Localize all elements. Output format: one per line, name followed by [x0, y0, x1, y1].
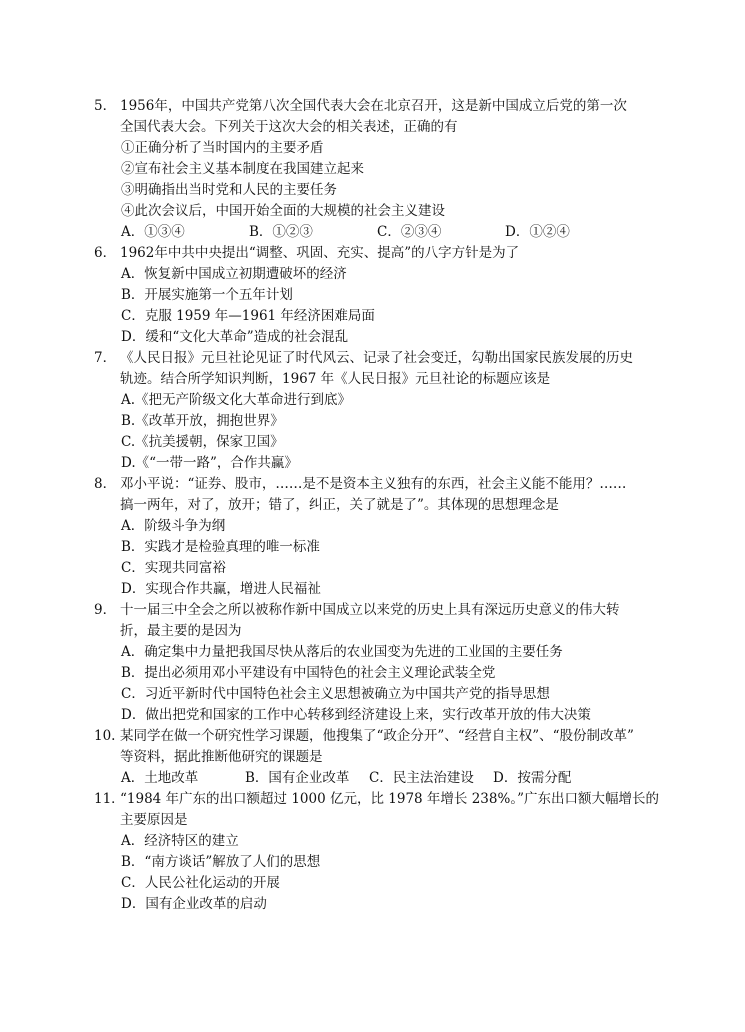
- options-row: [120, 768, 674, 789]
- option-c[interactable]: C．人民公社化运动的开展: [121, 875, 280, 891]
- options-row: [120, 222, 674, 243]
- question-5: [94, 96, 674, 243]
- question-10: [94, 726, 674, 789]
- question-stem: 全国代表大会。下列关于这次大会的相关表述，正确的有: [120, 119, 458, 135]
- question-stem: “1984 年广东的出口额超过 1000 亿元，比 1978 年增长 238%。”广东出口额大幅增长的: [120, 791, 659, 807]
- question-9: [94, 600, 674, 726]
- option-d[interactable]: D．做出把党和国家的工作中心转移到经济建设上来，实行改革开放的伟大决策: [121, 707, 591, 723]
- question-stem: 某同学在做一个研究性学习课题，他搜集了“政企分开”、“经营自主权”、“股份制改革”: [120, 728, 634, 744]
- question-stem: 主要原因是: [120, 812, 188, 828]
- question-number: 6．: [94, 245, 117, 261]
- option-b[interactable]: B．国有企业改革: [245, 770, 350, 786]
- statement-3: ③明确指出当时党和人民的主要任务: [121, 182, 337, 198]
- option-c[interactable]: C．实现共同富裕: [121, 560, 226, 576]
- question-stem: 1956年，中国共产党第八次全国代表大会在北京召开，这是新中国成立后党的第一次: [120, 98, 627, 114]
- option-c[interactable]: C．克服 1959 年—1961 年经济困难局面: [121, 308, 375, 324]
- option-d[interactable]: D．缓和“文化大革命”造成的社会混乱: [121, 329, 349, 345]
- question-number: 7．: [94, 350, 117, 366]
- option-c[interactable]: C.《抗美援朝，保家卫国》: [121, 434, 284, 450]
- option-c[interactable]: C．②③④: [377, 224, 442, 240]
- option-c[interactable]: C．习近平新时代中国特色社会主义思想被确立为中国共产党的指导思想: [121, 686, 550, 702]
- question-list: [94, 96, 674, 915]
- option-b[interactable]: B．实践才是检验真理的唯一标准: [121, 539, 320, 555]
- question-stem: 1962年中共中央提出“调整、巩固、充实、提高”的八字方针是为了: [120, 245, 520, 261]
- option-c[interactable]: C．民主法治建设: [369, 770, 474, 786]
- question-number: 9．: [94, 602, 117, 618]
- question-stem: 十一届三中全会之所以被称作新中国成立以来党的历史上具有深远历史意义的伟大转: [120, 602, 620, 618]
- question-6: [94, 243, 674, 348]
- question-stem: 轨迹。结合所学知识判断，1967 年《人民日报》元旦社论的标题应该是: [120, 371, 551, 387]
- option-d[interactable]: D．按需分配: [493, 770, 572, 786]
- question-11: [94, 789, 674, 915]
- question-stem: 《人民日报》元旦社论见证了时代风云、记录了社会变迁，勾勒出国家民族发展的历史: [120, 350, 633, 366]
- option-a[interactable]: A．确定集中力量把我国尽快从落后的农业国变为先进的工业国的主要任务: [121, 644, 563, 660]
- option-b[interactable]: B．开展实施第一个五年计划: [121, 287, 293, 303]
- option-d[interactable]: D．实现合作共赢，增进人民福祉: [121, 581, 321, 597]
- question-number: 8．: [94, 476, 117, 492]
- option-d[interactable]: D．①②④: [505, 224, 570, 240]
- question-number: 11．: [94, 791, 125, 807]
- option-b[interactable]: B．①②③: [249, 224, 313, 240]
- option-b[interactable]: B.《改革开放，拥抱世界》: [121, 413, 284, 429]
- option-d[interactable]: D.《“一带一路”，合作共赢》: [121, 455, 298, 471]
- statement-2: ②宣布社会主义基本制度在我国建立起来: [121, 161, 364, 177]
- option-a[interactable]: A．恢复新中国成立初期遭破坏的经济: [121, 266, 347, 282]
- option-a[interactable]: A．①③④: [121, 224, 185, 240]
- option-d[interactable]: D．国有企业改革的启动: [121, 896, 267, 912]
- option-b[interactable]: B．“南方谈话”解放了人们的思想: [121, 854, 321, 870]
- question-stem: 等资料，据此推断他研究的课题是: [120, 749, 323, 765]
- statement-4: ④此次会议后，中国开始全面的大规模的社会主义建设: [121, 203, 445, 219]
- option-a[interactable]: A．经济特区的建立: [121, 833, 239, 849]
- option-a[interactable]: A．土地改革: [121, 770, 199, 786]
- statement-1: ①正确分析了当时国内的主要矛盾: [121, 140, 324, 156]
- option-a[interactable]: A．阶级斗争为纲: [121, 518, 226, 534]
- question-stem: 折，最主要的是因为: [120, 623, 242, 639]
- option-a[interactable]: A.《把无产阶级文化大革命进行到底》: [121, 392, 352, 408]
- question-stem: 搞一两年，对了，放开；错了，纠正，关了就是了”。其体现的思想理念是: [120, 497, 559, 513]
- question-number: 10.: [94, 728, 116, 744]
- option-b[interactable]: B．提出必须用邓小平建设有中国特色的社会主义理论武装全党: [121, 665, 496, 681]
- question-8: [94, 474, 674, 600]
- question-stem: 邓小平说：“证券、股市，……是不是资本主义独有的东西，社会主义能不能用？……: [120, 476, 627, 492]
- question-7: [94, 348, 674, 474]
- question-number: 5．: [94, 98, 117, 114]
